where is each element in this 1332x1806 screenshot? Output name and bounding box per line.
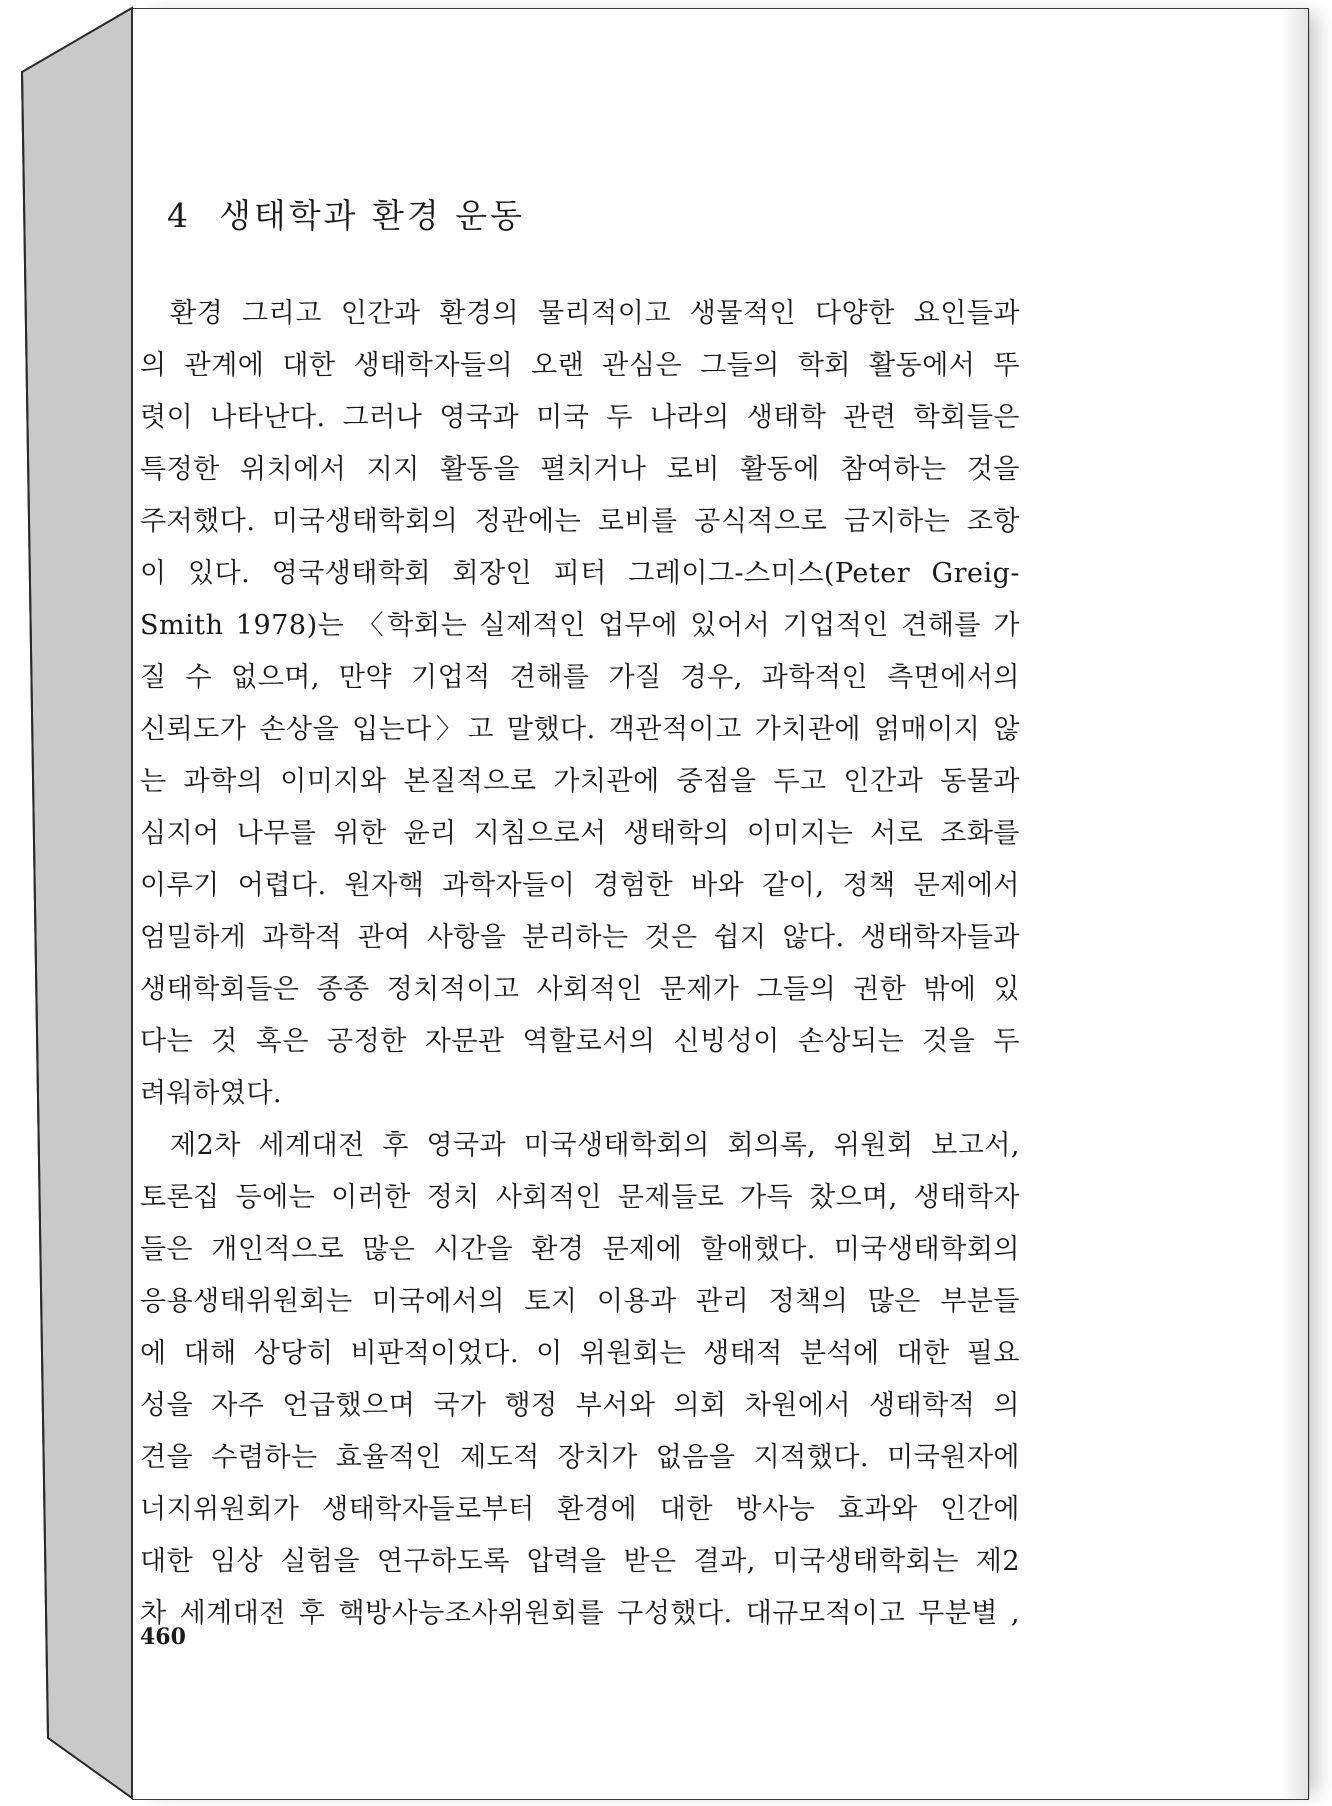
text-line: 는 과학의 이미지와 본질적으로 가치관에 중점을 두고 인간과 동물과 — [140, 766, 1020, 797]
text-line: 성을 자주 언급했으며 국가 행정 부서와 의회 차원에서 생태학적 의 — [140, 1390, 1020, 1421]
text-line: 제2차 세계대전 후 영국과 미국생태학회의 회의록, 위원회 보고서, — [170, 1130, 1020, 1161]
text-line: 에 대해 상당히 비판적이었다. 이 위원회는 생태적 분석에 대한 필요 — [140, 1338, 1020, 1369]
text-line: 심지어 나무를 위한 윤리 지침으로서 생태학의 이미지는 서로 조화를 — [140, 818, 1020, 849]
text-line: 너지위원회가 생태학자들로부터 환경에 대한 방사능 효과와 인간에 — [140, 1494, 1020, 1525]
section-heading — [167, 190, 525, 237]
text-line: 들은 개인적으로 많은 시간을 환경 문제에 할애했다. 미국생태학회의 — [140, 1234, 1020, 1265]
text-line: 응용생태위원회는 미국에서의 토지 이용과 관리 정책의 많은 부분들 — [140, 1286, 1020, 1317]
text-line: 주저했다. 미국생태학회의 정관에는 로비를 공식적으로 금지하는 조항 — [140, 506, 1020, 537]
text-line: 엄밀하게 과학적 관여 사항을 분리하는 것은 쉽지 않다. 생태학자들과 — [140, 922, 1020, 953]
text-line: Smith 1978)는 〈학회는 실제적인 업무에 있어서 기업적인 견해를 가 — [140, 610, 1020, 641]
text-line: 생태학회들은 종종 정치적이고 사회적인 문제가 그들의 권한 밖에 있 — [140, 974, 1020, 1005]
book-spine — [0, 0, 140, 1806]
text-line: 환경 그리고 인간과 환경의 물리적이고 생물적인 다양한 요인들과 — [170, 298, 1020, 329]
paragraph-2 — [140, 1120, 1020, 1640]
text-line: 토론집 등에는 이러한 정치 사회적인 문제들로 가득 찼으며, 생태학자 — [140, 1182, 1020, 1213]
text-line: 특정한 위치에서 지지 활동을 펼치거나 로비 활동에 참여하는 것을 — [140, 454, 1020, 485]
text-line: 차 세계대전 후 핵방사능조사위원회를 구성했다. 대규모적이고 무분별 , — [140, 1598, 1020, 1629]
text-line: 려워하였다. — [140, 1078, 282, 1109]
text-line: 신뢰도가 손상을 입는다〉고 말했다. 객관적이고 가치관에 얽매이지 않 — [140, 714, 1020, 745]
text-line: 대한 임상 실험을 연구하도록 압력을 받은 결과, 미국생태학회는 제2 — [140, 1546, 1020, 1577]
text-line: 견을 수렴하는 효율적인 제도적 장치가 없음을 지적했다. 미국원자에 — [140, 1442, 1020, 1473]
section-number: 4 — [167, 196, 191, 235]
text-line: 렷이 나타난다. 그러나 영국과 미국 두 나라의 생태학 관련 학회들은 — [140, 402, 1020, 433]
section-title: 생태학과 환경 운동 — [219, 196, 526, 235]
text-line: 다는 것 혹은 공정한 자문관 역할로서의 신빙성이 손상되는 것을 두 — [140, 1026, 1020, 1057]
body-text — [140, 288, 1020, 1640]
text-line: 의 관계에 대한 생태학자들의 오랜 관심은 그들의 학회 활동에서 뚜 — [140, 350, 1020, 381]
text-line: 이 있다. 영국생태학회 회장인 피터 그레이그-스미스(Peter Greig- — [140, 558, 1020, 589]
page-number: 460 — [140, 1624, 186, 1650]
text-line: 질 수 없으며, 만약 기업적 견해를 가질 경우, 과학적인 측면에서의 — [140, 662, 1020, 693]
text-line: 이루기 어렵다. 원자핵 과학자들이 경험한 바와 같이, 정책 문제에서 — [140, 870, 1020, 901]
paragraph-1 — [140, 288, 1020, 1120]
